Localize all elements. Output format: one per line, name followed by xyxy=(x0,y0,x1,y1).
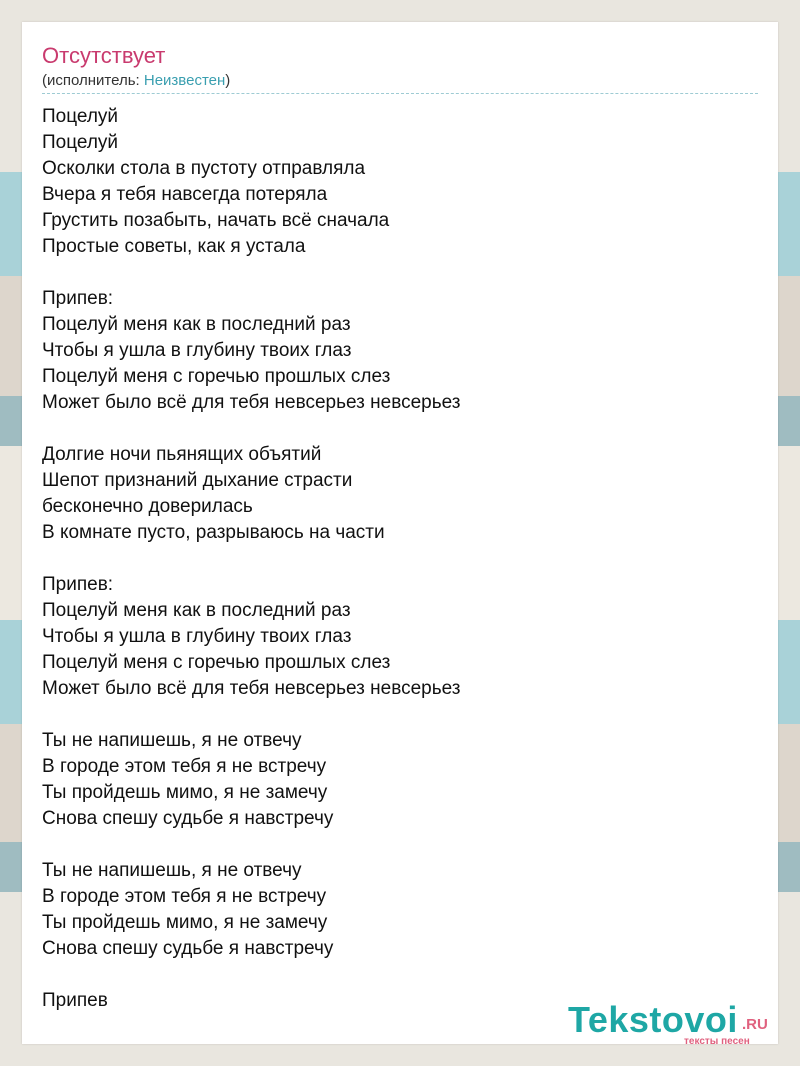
stanza-break xyxy=(42,546,762,572)
lyric-line: Чтобы я ушла в глубину твоих глаз xyxy=(42,340,352,361)
lyric-line: Может было всё для тебя невсерьез невсерьез xyxy=(42,678,461,699)
stanza-break xyxy=(42,832,762,858)
lyric-line: В городе этом тебя я не встречу xyxy=(42,756,327,777)
lyric-line: Вчера я тебя навсегда потеряла xyxy=(42,184,328,205)
site-logo[interactable] xyxy=(568,1000,778,1048)
lyric-line: Ты пройдешь мимо, я не замечу xyxy=(42,912,328,933)
lyric-line: Поцелуй меня как в последний раз xyxy=(42,314,351,335)
artist-link[interactable]: Неизвестен xyxy=(143,72,226,89)
lyric-line: Шепот признаний дыхание страсти xyxy=(42,470,353,491)
stanza-break xyxy=(42,702,762,728)
lyric-line: Чтобы я ушла в глубину твоих глаз xyxy=(42,626,352,647)
lyric-line: Поцелуй xyxy=(42,132,119,153)
lyric-line: Ты не напишешь, я не отвечу xyxy=(42,730,302,751)
lyrics-text xyxy=(42,104,762,1014)
logo-tagline: тексты песен xyxy=(684,1036,750,1047)
lyric-line: Припев: xyxy=(42,288,114,309)
logo-domain: .RU xyxy=(742,1016,768,1033)
artist-suffix: ) xyxy=(225,72,231,89)
lyric-line: Может было всё для тебя невсерьез невсерьез xyxy=(42,392,461,413)
lyric-line: Ты пройдешь мимо, я не замечу xyxy=(42,782,328,803)
artist-prefix: (исполнитель: xyxy=(42,72,144,89)
lyric-line: В комнате пусто, разрываюсь на части xyxy=(42,522,385,543)
lyric-line: бесконечно доверилась xyxy=(42,496,253,517)
lyric-line: Осколки стола в пустоту отправляла xyxy=(42,158,366,179)
stanza-break xyxy=(42,962,762,988)
lyric-line: Грустить позабыть, начать всё сначала xyxy=(42,210,390,231)
lyric-line: Долгие ночи пьянящих объятий xyxy=(42,444,322,465)
lyric-line: Поцелуй xyxy=(42,106,119,127)
lyric-line: Поцелуй меня с горечью прошлых слез xyxy=(42,366,391,387)
lyric-line: Снова спешу судьбе я навстречу xyxy=(42,808,334,829)
logo-wordmark: Tekstovoi xyxy=(568,999,738,1040)
lyric-line: Ты не напишешь, я не отвечу xyxy=(42,860,302,881)
lyric-line: Поцелуй меня как в последний раз xyxy=(42,600,351,621)
lyric-line: В городе этом тебя я не встречу xyxy=(42,886,327,907)
title-divider xyxy=(42,93,758,94)
lyric-line: Поцелуй меня с горечью прошлых слез xyxy=(42,652,391,673)
stanza-break xyxy=(42,416,762,442)
lyric-line: Припев xyxy=(42,990,108,1011)
lyric-line: Снова спешу судьбе я навстречу xyxy=(42,938,334,959)
stanza-break xyxy=(42,260,762,286)
lyrics-card xyxy=(22,22,778,1047)
song-title: Отсутствует xyxy=(42,43,166,68)
artist-line xyxy=(42,72,230,90)
lyric-line: Припев: xyxy=(42,574,114,595)
lyric-line: Простые советы, как я устала xyxy=(42,236,306,257)
